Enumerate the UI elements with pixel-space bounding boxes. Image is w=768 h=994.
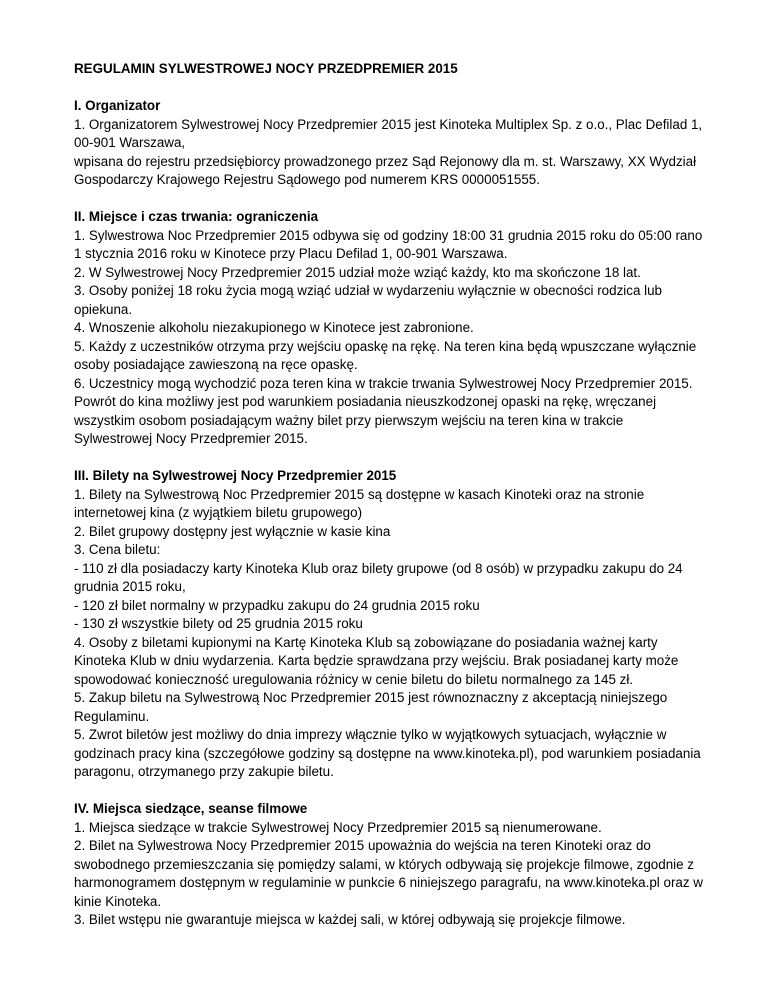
document-page [74, 60, 704, 948]
section-organizer [74, 97, 704, 190]
paragraph: Gospodarczy Krajowego Rejestru Sądowego pod numerem KRS 0000051555. [74, 172, 540, 187]
paragraph: 1. Organizatorem Sylwestrowej Nocy Przedpremier 2015 jest Kinoteka Multiplex Sp. z o.o., Plac Defilad 1, 00-901 Warszawa, [74, 116, 703, 150]
paragraph: 1. Miejsca siedzące w trakcie Sylwestrowej Nocy Przedpremier 2015 są nienumerowane. [74, 819, 602, 835]
paragraph: 3. Cena biletu: [74, 542, 161, 557]
price-item: - 120 zł bilet normalny w przypadku zakupu do 24 grudnia 2015 roku [74, 597, 480, 613]
paragraph: 2. Bilet grupowy dostępny jest wyłącznie w kasie kina [74, 523, 391, 539]
section-place-and-time [74, 208, 704, 449]
section-heading: I. Organizator [74, 98, 161, 113]
paragraph: 4. Osoby z biletami kupionymi na Kartę Kinoteka Klub są zobowiązane do posiadania ważnej karty Kinoteka Klub w dniu wydarzenia. Karta będzie sprawdzana przy wejściu. Brak posiadanej karty może spowodować konieczność uregulowania różnicy w cenie biletu do biletu normalnego za 145 zł. [74, 634, 679, 687]
paragraph: 3. Osoby poniżej 18 roku życia mogą wziąć udział w wydarzeniu wyłącznie w obecności rodzica lub opiekuna. [74, 283, 662, 317]
paragraph: 2. Bilet na Sylwestrowa Nocy Przedpremier 2015 upoważnia do wejścia na teren Kinoteki oraz do swobodnego przemieszczania się pomiędzy salami, w których odbywają się projekcje filmowe, zgodnie z harmonogramem dostępnym w regulaminie w punkcie 6 niniejszego paragrafu, na www.kinoteka.pl oraz w kinie Kinoteka. [74, 838, 703, 909]
paragraph: 6. Uczestnicy mogą wychodzić poza teren kina w trakcie trwania Sylwestrowej Nocy Przedpremier 2015. Powrót do kina możliwy jest pod warunkiem posiadania nieuszkodzonej opaski na rękę, wręczanej wszystkim osobom posiadającym ważny bilet przy pierwszym wejściu na teren kina w trakcie Sylwestrowej Nocy Przedpremier 2015. [74, 375, 693, 446]
paragraph: 2. W Sylwestrowej Nocy Przedpremier 2015 udział może wziąć każdy, kto ma skończone 18 lat. [74, 264, 641, 280]
paragraph: 3. Bilet wstępu nie gwarantuje miejsca w każdej sali, w której odbywają się projekcje filmowe. [74, 912, 626, 927]
paragraph: 5. Każdy z uczestników otrzyma przy wejściu opaskę na rękę. Na teren kina będą wpuszczane wyłącznie osoby posiadające zawieszoną na ręce opaskę. [74, 338, 697, 372]
paragraph: 5. Zakup biletu na Sylwestrową Noc Przedpremier 2015 jest równoznaczny z akceptacją niniejszego Regulaminu. [74, 690, 668, 724]
paragraph: wpisana do rejestru przedsiębiorcy prowadzonego przez Sąd Rejonowy dla m. st. Warszawy, XX Wydział [74, 153, 697, 169]
paragraph: 1. Bilety na Sylwestrową Noc Przedpremier 2015 są dostępne w kasach Kinoteki oraz na stronie internetowej kina (z wyjątkiem biletu grupowego) [74, 486, 645, 520]
section-heading: IV. Miejsca siedzące, seanse filmowe [74, 801, 308, 816]
paragraph: 5. Zwrot biletów jest możliwy do dnia imprezy włącznie tylko w wyjątkowych sytuacjach, wyłącznie w godzinach pracy kina (szczegółowe godziny są dostępne na www.kinoteka.pl), pod warunkiem posiadania paragonu, otrzymanego przy zakupie biletu. [74, 727, 701, 779]
paragraph: 1. Sylwestrowa Noc Przedpremier 2015 odbywa się od godziny 18:00 31 grudnia 2015 roku do 05:00 rano 1 stycznia 2016 roku w Kinotece przy Placu Defilad 1, 00-901 Warszawa. [74, 227, 703, 261]
price-item: - 130 zł wszystkie bilety od 25 grudnia 2015 roku [74, 616, 363, 631]
section-seats-and-screenings [74, 800, 704, 930]
paragraph: 4. Wnoszenie alkoholu niezakupionego w Kinotece jest zabronione. [74, 320, 474, 335]
section-heading: III. Bilety na Sylwestrowej Nocy Przedpremier 2015 [74, 468, 397, 483]
section-tickets [74, 467, 704, 782]
price-item: - 110 zł dla posiadaczy karty Kinoteka Klub oraz bilety grupowe (od 8 osób) w przypadku zakupu do 24 grudnia 2015 roku, [74, 560, 683, 594]
document-title: REGULAMIN SYLWESTROWEJ NOCY PRZEDPREMIER 2015 [74, 61, 458, 76]
section-heading: II. Miejsce i czas trwania: ograniczenia [74, 209, 319, 224]
